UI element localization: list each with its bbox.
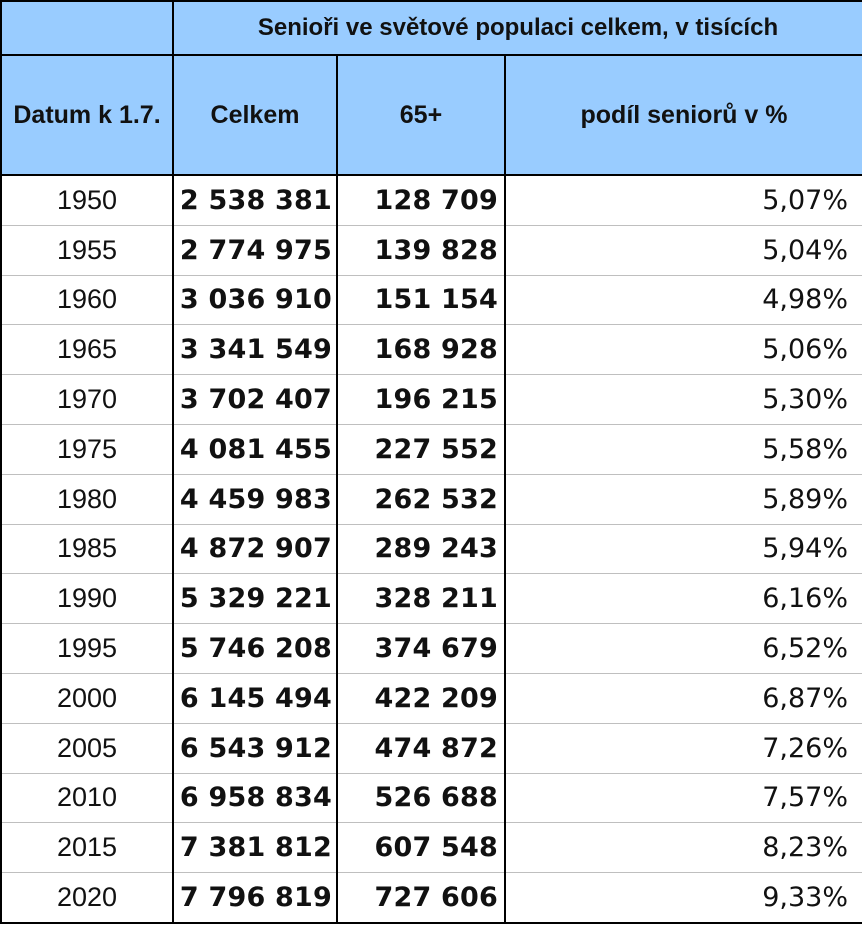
table-row (1, 624, 862, 674)
cell-year[interactable]: 1980 (1, 474, 173, 524)
cell-seniors[interactable]: 328 211 (337, 574, 505, 624)
cell-total[interactable]: 4 459 983 (173, 474, 337, 524)
cell-share[interactable]: 5,94% (505, 524, 862, 574)
cell-seniors[interactable]: 474 872 (337, 723, 505, 773)
cell-year[interactable]: 1950 (1, 175, 173, 225)
cell-total[interactable]: 4 872 907 (173, 524, 337, 574)
cell-share[interactable]: 6,52% (505, 624, 862, 674)
cell-year[interactable]: 1990 (1, 574, 173, 624)
table-row (1, 873, 862, 923)
cell-total[interactable]: 3 341 549 (173, 325, 337, 375)
cell-total[interactable]: 6 145 494 (173, 673, 337, 723)
cell-year[interactable]: 1995 (1, 624, 173, 674)
cell-seniors[interactable]: 374 679 (337, 624, 505, 674)
cell-year[interactable]: 2015 (1, 823, 173, 873)
cell-total[interactable]: 7 381 812 (173, 823, 337, 873)
cell-seniors[interactable]: 151 154 (337, 275, 505, 325)
cell-total[interactable]: 3 036 910 (173, 275, 337, 325)
table-row (1, 723, 862, 773)
cell-share[interactable]: 7,26% (505, 723, 862, 773)
cell-seniors[interactable]: 227 552 (337, 424, 505, 474)
cell-share[interactable]: 6,87% (505, 673, 862, 723)
table-body (1, 175, 862, 923)
table-row (1, 524, 862, 574)
table-row (1, 574, 862, 624)
cell-seniors[interactable]: 727 606 (337, 873, 505, 923)
cell-total[interactable]: 7 796 819 (173, 873, 337, 923)
header-blank-cell[interactable] (1, 1, 173, 55)
cell-share[interactable]: 6,16% (505, 574, 862, 624)
table-row (1, 175, 862, 225)
column-header-row (1, 55, 862, 175)
table-row (1, 424, 862, 474)
cell-seniors[interactable]: 128 709 (337, 175, 505, 225)
column-header-date[interactable]: Datum k 1.7. (1, 55, 173, 175)
cell-total[interactable]: 4 081 455 (173, 424, 337, 474)
table-row (1, 275, 862, 325)
cell-share[interactable]: 8,23% (505, 823, 862, 873)
column-header-seniors[interactable]: 65+ (337, 55, 505, 175)
cell-total[interactable]: 5 329 221 (173, 574, 337, 624)
cell-total[interactable]: 2 538 381 (173, 175, 337, 225)
cell-share[interactable]: 5,06% (505, 325, 862, 375)
cell-year[interactable]: 1975 (1, 424, 173, 474)
cell-year[interactable]: 2020 (1, 873, 173, 923)
cell-year[interactable]: 2010 (1, 773, 173, 823)
cell-share[interactable]: 5,89% (505, 474, 862, 524)
cell-year[interactable]: 1955 (1, 225, 173, 275)
table-row (1, 474, 862, 524)
cell-total[interactable]: 6 958 834 (173, 773, 337, 823)
cell-seniors[interactable]: 139 828 (337, 225, 505, 275)
column-header-total[interactable]: Celkem (173, 55, 337, 175)
cell-seniors[interactable]: 526 688 (337, 773, 505, 823)
cell-seniors[interactable]: 422 209 (337, 673, 505, 723)
table-row (1, 673, 862, 723)
cell-year[interactable]: 1985 (1, 524, 173, 574)
cell-year[interactable]: 2000 (1, 673, 173, 723)
cell-share[interactable]: 5,58% (505, 424, 862, 474)
cell-share[interactable]: 5,07% (505, 175, 862, 225)
table-title[interactable]: Senioři ve světové populaci celkem, v tisících (173, 1, 862, 55)
cell-total[interactable]: 3 702 407 (173, 375, 337, 425)
cell-seniors[interactable]: 289 243 (337, 524, 505, 574)
cell-seniors[interactable]: 262 532 (337, 474, 505, 524)
cell-year[interactable]: 1970 (1, 375, 173, 425)
cell-share[interactable]: 4,98% (505, 275, 862, 325)
cell-total[interactable]: 5 746 208 (173, 624, 337, 674)
table-row (1, 773, 862, 823)
cell-share[interactable]: 9,33% (505, 873, 862, 923)
cell-total[interactable]: 2 774 975 (173, 225, 337, 275)
cell-total[interactable]: 6 543 912 (173, 723, 337, 773)
table-row (1, 375, 862, 425)
table-row (1, 325, 862, 375)
cell-share[interactable]: 5,04% (505, 225, 862, 275)
table-row (1, 225, 862, 275)
title-row (1, 1, 862, 55)
cell-seniors[interactable]: 168 928 (337, 325, 505, 375)
cell-year[interactable]: 2005 (1, 723, 173, 773)
column-header-share[interactable]: podíl seniorů v % (505, 55, 862, 175)
cell-seniors[interactable]: 607 548 (337, 823, 505, 873)
cell-seniors[interactable]: 196 215 (337, 375, 505, 425)
cell-year[interactable]: 1960 (1, 275, 173, 325)
cell-share[interactable]: 5,30% (505, 375, 862, 425)
cell-year[interactable]: 1965 (1, 325, 173, 375)
cell-share[interactable]: 7,57% (505, 773, 862, 823)
table-row (1, 823, 862, 873)
